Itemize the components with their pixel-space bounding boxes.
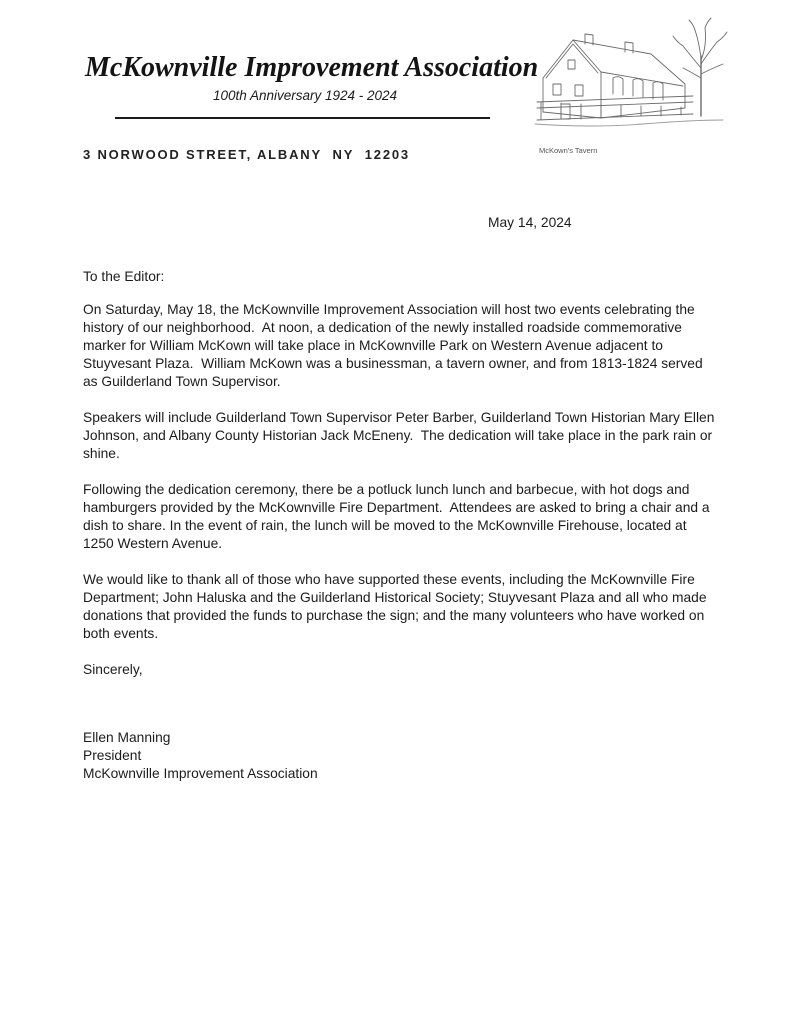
signature-org: McKownville Improvement Association <box>83 766 318 781</box>
org-title: McKownville Improvement Association <box>85 52 539 83</box>
org-address: 3 NORWOOD STREET, ALBANY NY 12203 <box>83 147 410 162</box>
letterhead-divider <box>115 117 490 119</box>
signature-name: Ellen Manning <box>83 730 171 745</box>
tavern-sketch <box>533 16 728 155</box>
paragraph-1: On Saturday, May 18, the McKownville Improvement Association will host two events celebrating the history of our neighborhood. At noon, a dedication of the newly installed roadside commemorative marker for William McKown will take place in McKownville Park on Western Avenue adjacent to Stuyvesant Plaza. William McKown was a businessman, a tavern owner, and from 1813-1824 served as Guilderland Town Supervisor. <box>83 302 707 389</box>
paragraph-4: We would like to thank all of those who have supported these events, including the McKownville Fire Department; John Haluska and the Guilderland Historical Society; Stuyvesant Plaza and all who made donations that provided the funds to purchase the sign; and the many volunteers who have worked on both events. <box>83 572 711 641</box>
signature-title: President <box>83 748 142 763</box>
tavern-sketch-icon <box>533 16 728 140</box>
letter-date: May 14, 2024 <box>488 215 572 230</box>
letter-body <box>83 214 719 783</box>
signature-block <box>83 729 715 783</box>
sketch-caption: McKown's Tavern <box>539 146 598 155</box>
closing: Sincerely, <box>83 662 143 677</box>
anniversary-subtitle: 100th Anniversary 1924 - 2024 <box>212 88 398 103</box>
paragraph-3: Following the dedication ceremony, there be a potluck lunch lunch and barbecue, with hot dogs and hamburgers provided by the McKownville Fire Department. Attendees are asked to bring a chair and a dish to share. In the event of rain, the lunch will be moved to the McKownville Firehouse, located at 1250 Western Avenue. <box>83 482 714 551</box>
paragraph-2: Speakers will include Guilderland Town Supervisor Peter Barber, Guilderland Town Historian Mary Ellen Johnson, and Albany County Historian Jack McEneny. The dedication will take place in the park rain or shine. <box>83 410 719 461</box>
salutation: To the Editor: <box>83 269 165 284</box>
letterhead <box>85 52 539 103</box>
